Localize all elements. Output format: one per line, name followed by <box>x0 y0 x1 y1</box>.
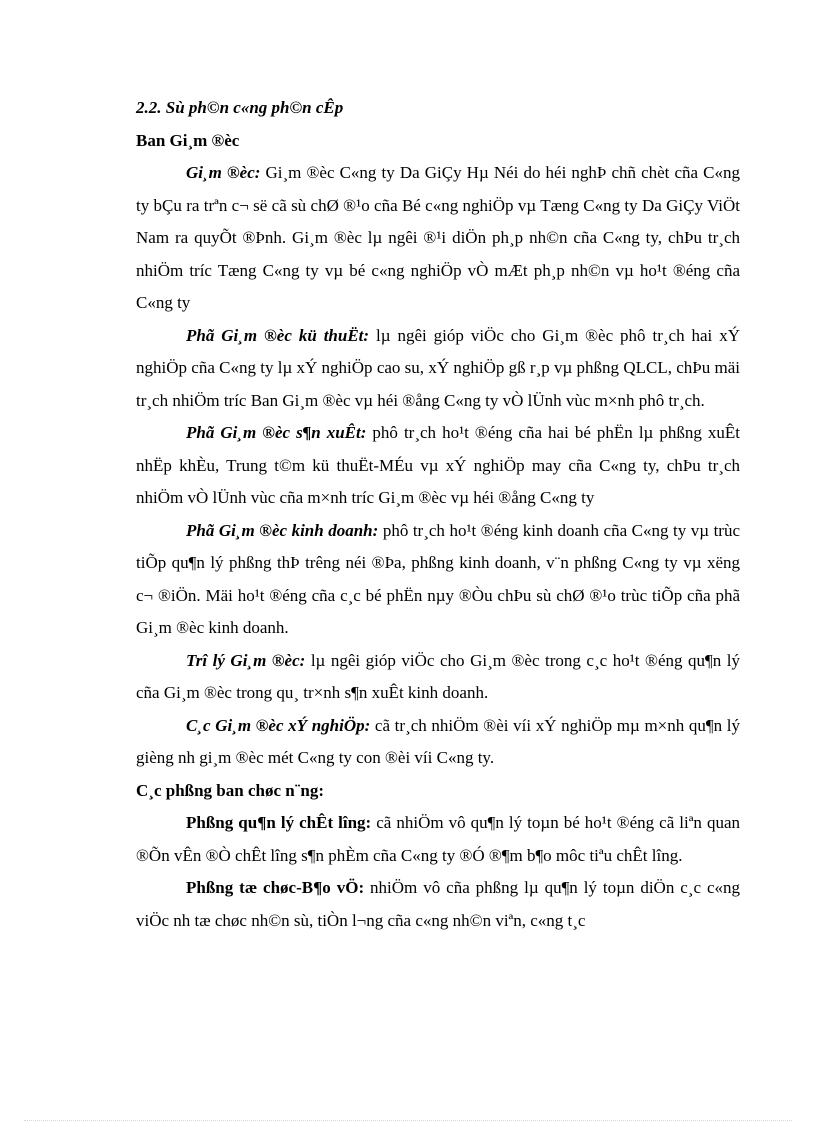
paragraph-lead: C¸c Gi¸m ®èc xÝ nghiÖp: <box>186 715 371 735</box>
paragraph-text: phô tr¸ch ho¹t ®éng kinh doanh cña C«ng ty vµ trùc tiÕp qu¶n lý phßng thÞ trêng néi ®Þa, phßng kinh doanh, v¨n phßng C«ng ty vµ xëng c¬ ®iÖn. Mäi ho¹t ®éng cña c¸c bé phËn nµy ®Òu chÞu sù chØ ®¹o trùc tiÕp cña phã Gi¸m ®èc kinh doanh. <box>136 520 740 637</box>
paragraph-director <box>136 157 740 320</box>
paragraph-quality-department <box>136 807 740 872</box>
paragraph-deputy-production <box>136 417 740 515</box>
paragraph-lead: Phã Gi¸m ®èc s¶n xuÊt: <box>186 423 367 442</box>
paragraph-deputy-technical <box>136 320 740 418</box>
paragraph-text: cã tr¸ch nhiÖm ®èi víi xÝ nghiÖp mµ m×nh qu¶n lý gièng nh gi¸m ®èc mét C«ng ty con ®èi víi C«ng ty. <box>136 715 740 767</box>
paragraph-lead: Phã Gi¸m ®èc kü thuËt: <box>186 325 370 345</box>
paragraph-enterprise-directors <box>136 710 740 775</box>
paragraph-assistant-director <box>136 645 740 710</box>
document-body <box>136 92 740 937</box>
paragraph-text: nhiÖm vô cña phßng lµ qu¶n lý toµn diÖn c¸c c«ng viÖc nh tæ chøc nh©n sù, tiÒn l¬ng cña c«ng nh©n viªn, c«ng t¸c <box>136 878 740 930</box>
paragraph-lead: Phßng tæ chøc-B¶o vÖ: <box>186 878 365 897</box>
section-heading: 2.2. Sù ph©n c«ng ph©n cÊp <box>136 98 344 117</box>
paragraph-text: Gi¸m ®èc C«ng ty Da GiÇy Hµ Néi do héi nghÞ chñ chèt cña C«ng ty bÇu ra trªn c¬ së cã sù chØ ®¹o cña Bé c«ng nghiÖp vµ Tæng C«ng ty Da GiÇy ViÖt Nam ra quyÕt ®Þnh. Gi¸m ®èc lµ ngêi ®¹i diÖn ph¸p nh©n cña C«ng ty, chÞu tr¸ch nhiÖm tríc Tæng C«ng ty vµ bé c«ng nghiÖp vÒ mÆt ph¸p nh©n vµ ho¹t ®éng cña C«ng ty <box>136 163 740 312</box>
paragraph-lead: Phã Gi¸m ®èc kinh doanh: <box>186 520 379 540</box>
paragraph-lead: Phßng qu¶n lý chÊt lîng: <box>186 813 372 832</box>
paragraph-text: cã nhiÖm vô qu¶n lý toµn bé ho¹t ®éng cã liªn quan ®Õn vÊn ®Ò chÊt lîng s¶n phÈm cña C«ng ty ®Ó ®¶m b¶o môc tiªu chÊt lîng. <box>136 813 740 865</box>
paragraph-lead: Gi¸m ®èc: <box>186 163 261 182</box>
subheading-functional-departments: C¸c phßng ban chøc n¨ng: <box>136 780 324 800</box>
page-footer-divider <box>24 1120 792 1121</box>
paragraph-lead: Trî lý Gi¸m ®èc: <box>186 650 306 670</box>
paragraph-text: lµ ngêi gióp viÖc cho Gi¸m ®èc phô tr¸ch hai xÝ nghiÖp cña C«ng ty lµ xÝ nghiÖp cao su, xÝ nghiÖp gß r¸p vµ phßng QLCL, chÞu mäi tr¸ch nhiÖm tríc Ban Gi¸m ®èc vµ héi ®ång C«ng ty vÒ lÜnh vùc m×nh phô tr¸ch. <box>136 325 740 410</box>
paragraph-deputy-business <box>136 515 740 645</box>
paragraph-text: lµ ngêi gióp viÖc cho Gi¸m ®èc trong c¸c ho¹t ®éng qu¶n lý cña Gi¸m ®èc trong qu¸ tr×nh s¶n xuÊt kinh doanh. <box>136 650 741 702</box>
paragraph-text: phô tr¸ch ho¹t ®éng cña hai bé phËn lµ phßng xuÊt nhËp khÈu, Trung t©m kü thuËt-MÉu vµ xÝ nghiÖp may cña C«ng ty, chÞu tr¸ch nhiÖm vÒ lÜnh vùc cña m×nh tríc Gi¸m ®èc vµ héi ®ång C«ng ty <box>136 423 740 507</box>
paragraph-organization-department <box>136 872 740 937</box>
subheading-board-of-directors: Ban Gi¸m ®èc <box>136 130 240 150</box>
